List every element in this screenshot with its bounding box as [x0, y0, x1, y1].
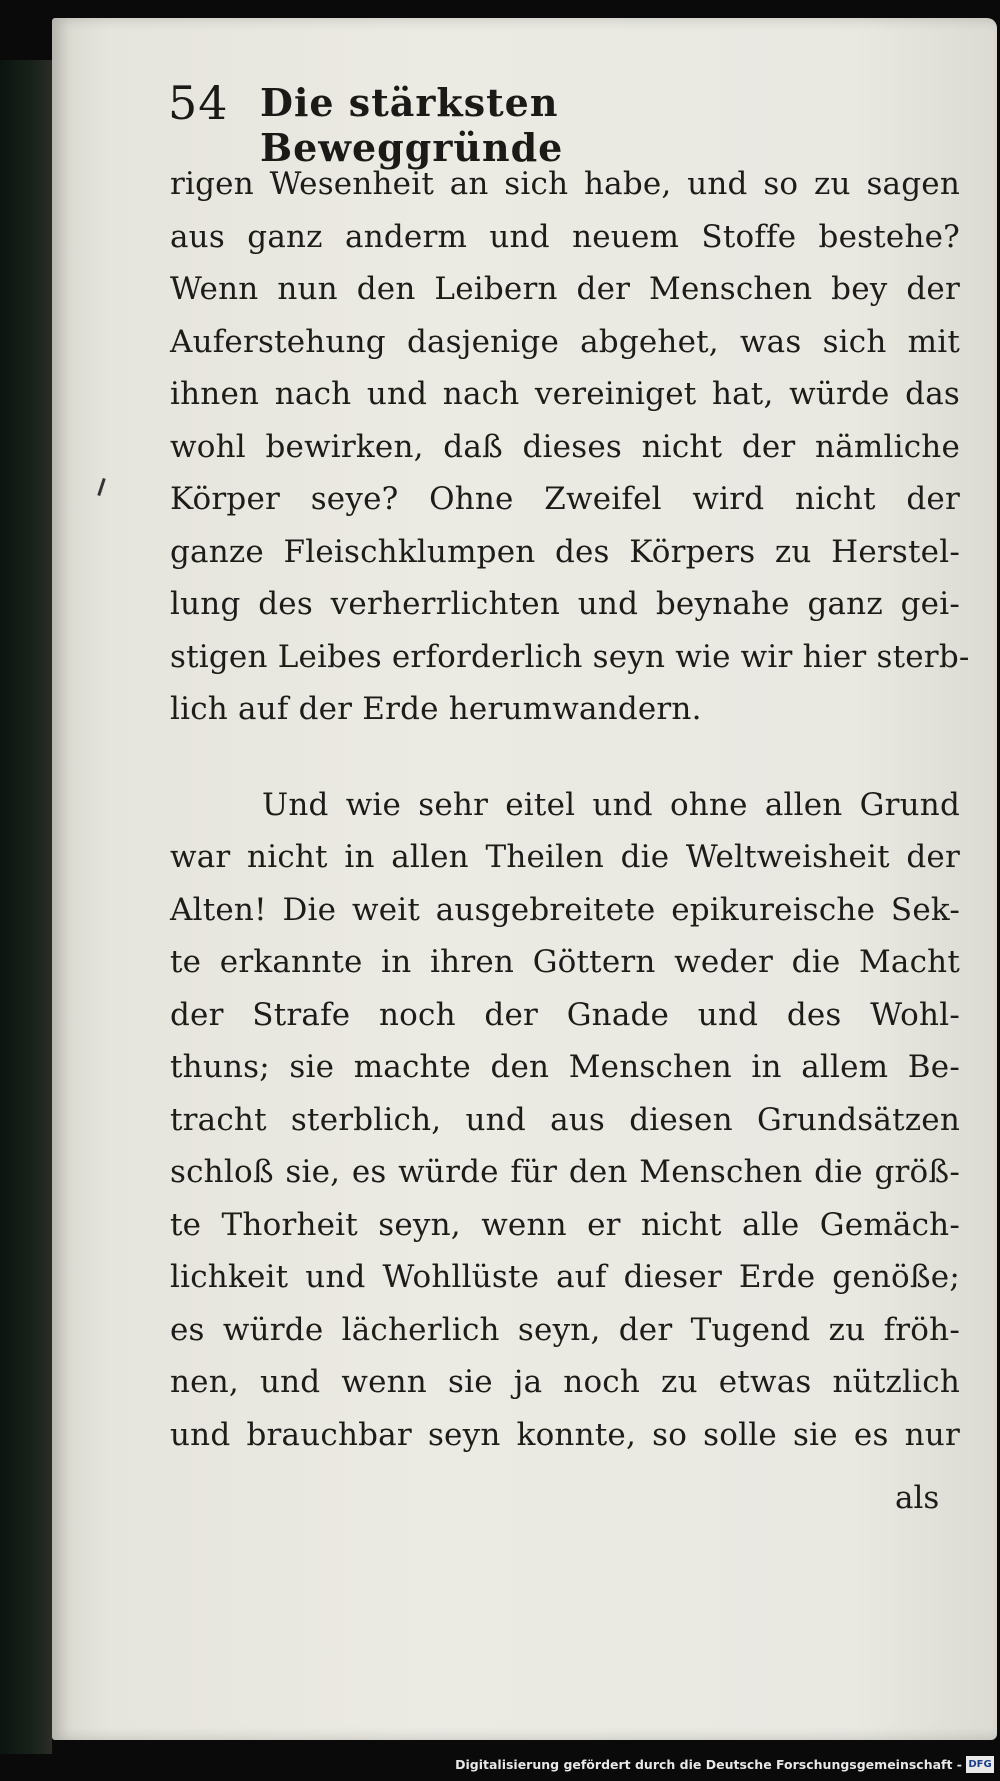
text-line: aus ganz anderm und neuem Stoffe bestehe? [170, 218, 960, 255]
body-text [170, 158, 970, 1461]
text-line: ganze Fleischklumpen des Körpers zu Herstel- [170, 533, 960, 570]
dfg-logo: DFG [966, 1756, 994, 1773]
text-line: Auferstehung dasjenige abgehet, was sich mit [170, 323, 960, 360]
text-line: Und wie sehr eitel und ohne allen Grund [262, 786, 960, 823]
text-line: te Thorheit seyn, wenn er nicht alle Gemäch- [170, 1206, 960, 1243]
text-line: nen, und wenn sie ja noch zu etwas nützlich [170, 1364, 960, 1400]
text-line: Körper seye? Ohne Zweifel wird nicht der [170, 481, 960, 517]
book-binding-edge [0, 60, 52, 1760]
text-line: und brauchbar seyn konnte, so solle sie es nur [170, 1416, 960, 1453]
text-line: rigen Wesenheit an sich habe, und so zu sagen [170, 166, 960, 202]
text-line: der Strafe noch der Gnade und des Wohl- [170, 996, 960, 1033]
running-head: Die stärksten Beweggründe [260, 80, 564, 170]
text-line: stigen Leibes erforderlich seyn wie wir hier sterb- [170, 638, 970, 675]
catchword: als [895, 1480, 940, 1516]
text-line: ihnen nach und nach vereiniget hat, würde das [170, 376, 960, 412]
paragraph-2 [170, 779, 960, 1462]
text-line: es würde lächerlich seyn, der Tugend zu fröh- [170, 1311, 960, 1348]
text-line: te erkannte in ihren Göttern weder die Macht [170, 944, 960, 980]
text-line: wohl bewirken, daß dieses nicht der nämliche [170, 428, 960, 465]
text-line: lichkeit und Wohllüste auf dieser Erde genöße; [170, 1259, 960, 1295]
text-line: war nicht in allen Theilen die Weltweisheit der [170, 839, 960, 875]
text-line: Alten! Die weit ausgebreitete epikureische Sek- [170, 891, 960, 928]
funding-credit: Digitalisierung gefördert durch die Deutsche Forschungsgemeinschaft - [455, 1757, 962, 1772]
page-number: 54 [168, 76, 229, 130]
text-line: lich auf der Erde herumwandern. [170, 691, 702, 727]
text-line: Wenn nun den Leibern der Menschen bey der [170, 271, 960, 307]
text-line: thuns; sie machte den Menschen in allem Be- [170, 1049, 960, 1085]
text-line: tracht sterblich, und aus diesen Grundsätzen [170, 1101, 960, 1138]
paragraph-gap [170, 736, 960, 779]
paragraph-1 [170, 158, 970, 736]
text-line: schloß sie, es würde für den Menschen die größ- [170, 1154, 960, 1190]
page-header [168, 72, 808, 170]
text-line: lung des verherrlichten und beynahe ganz gei- [170, 586, 960, 622]
